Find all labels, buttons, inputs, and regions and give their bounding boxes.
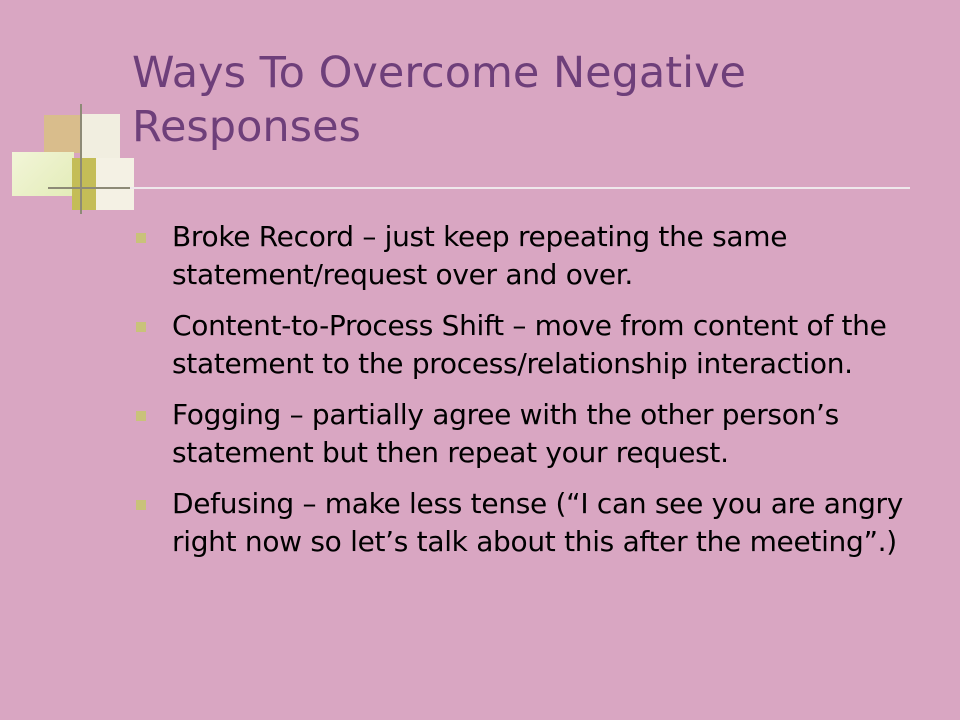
- bullet-item: [134, 307, 934, 383]
- bullet-text: Fogging – partially agree with the other person’s statement but then repeat your request.: [172, 398, 839, 469]
- decorative-square-olive: [72, 158, 96, 210]
- square-bullet-icon: [136, 322, 146, 332]
- square-bullet-icon: [136, 233, 146, 243]
- title-underline-accent: [48, 187, 130, 189]
- decorative-vertical-line: [80, 104, 82, 214]
- bullet-text: Defusing – make less tense (“I can see you are angry right now so let’s talk about this after the meeting”.): [172, 487, 904, 558]
- bullet-item: [134, 218, 934, 294]
- slide-title: Ways To Overcome Negative Responses: [132, 48, 746, 152]
- decorative-square-white-right: [96, 158, 134, 210]
- bullet-list: [134, 218, 934, 574]
- decorative-square-white: [82, 114, 120, 158]
- decorative-square-tan: [44, 115, 82, 153]
- bullet-item: [134, 396, 934, 472]
- bullet-text: Content-to-Process Shift – move from content of the statement to the process/relationship interaction.: [172, 309, 887, 380]
- decorative-square-green: [12, 152, 74, 196]
- square-bullet-icon: [136, 411, 146, 421]
- title-underline: [48, 187, 910, 189]
- bullet-text: Broke Record – just keep repeating the same statement/request over and over.: [172, 220, 788, 291]
- square-bullet-icon: [136, 500, 146, 510]
- bullet-item: [134, 485, 934, 561]
